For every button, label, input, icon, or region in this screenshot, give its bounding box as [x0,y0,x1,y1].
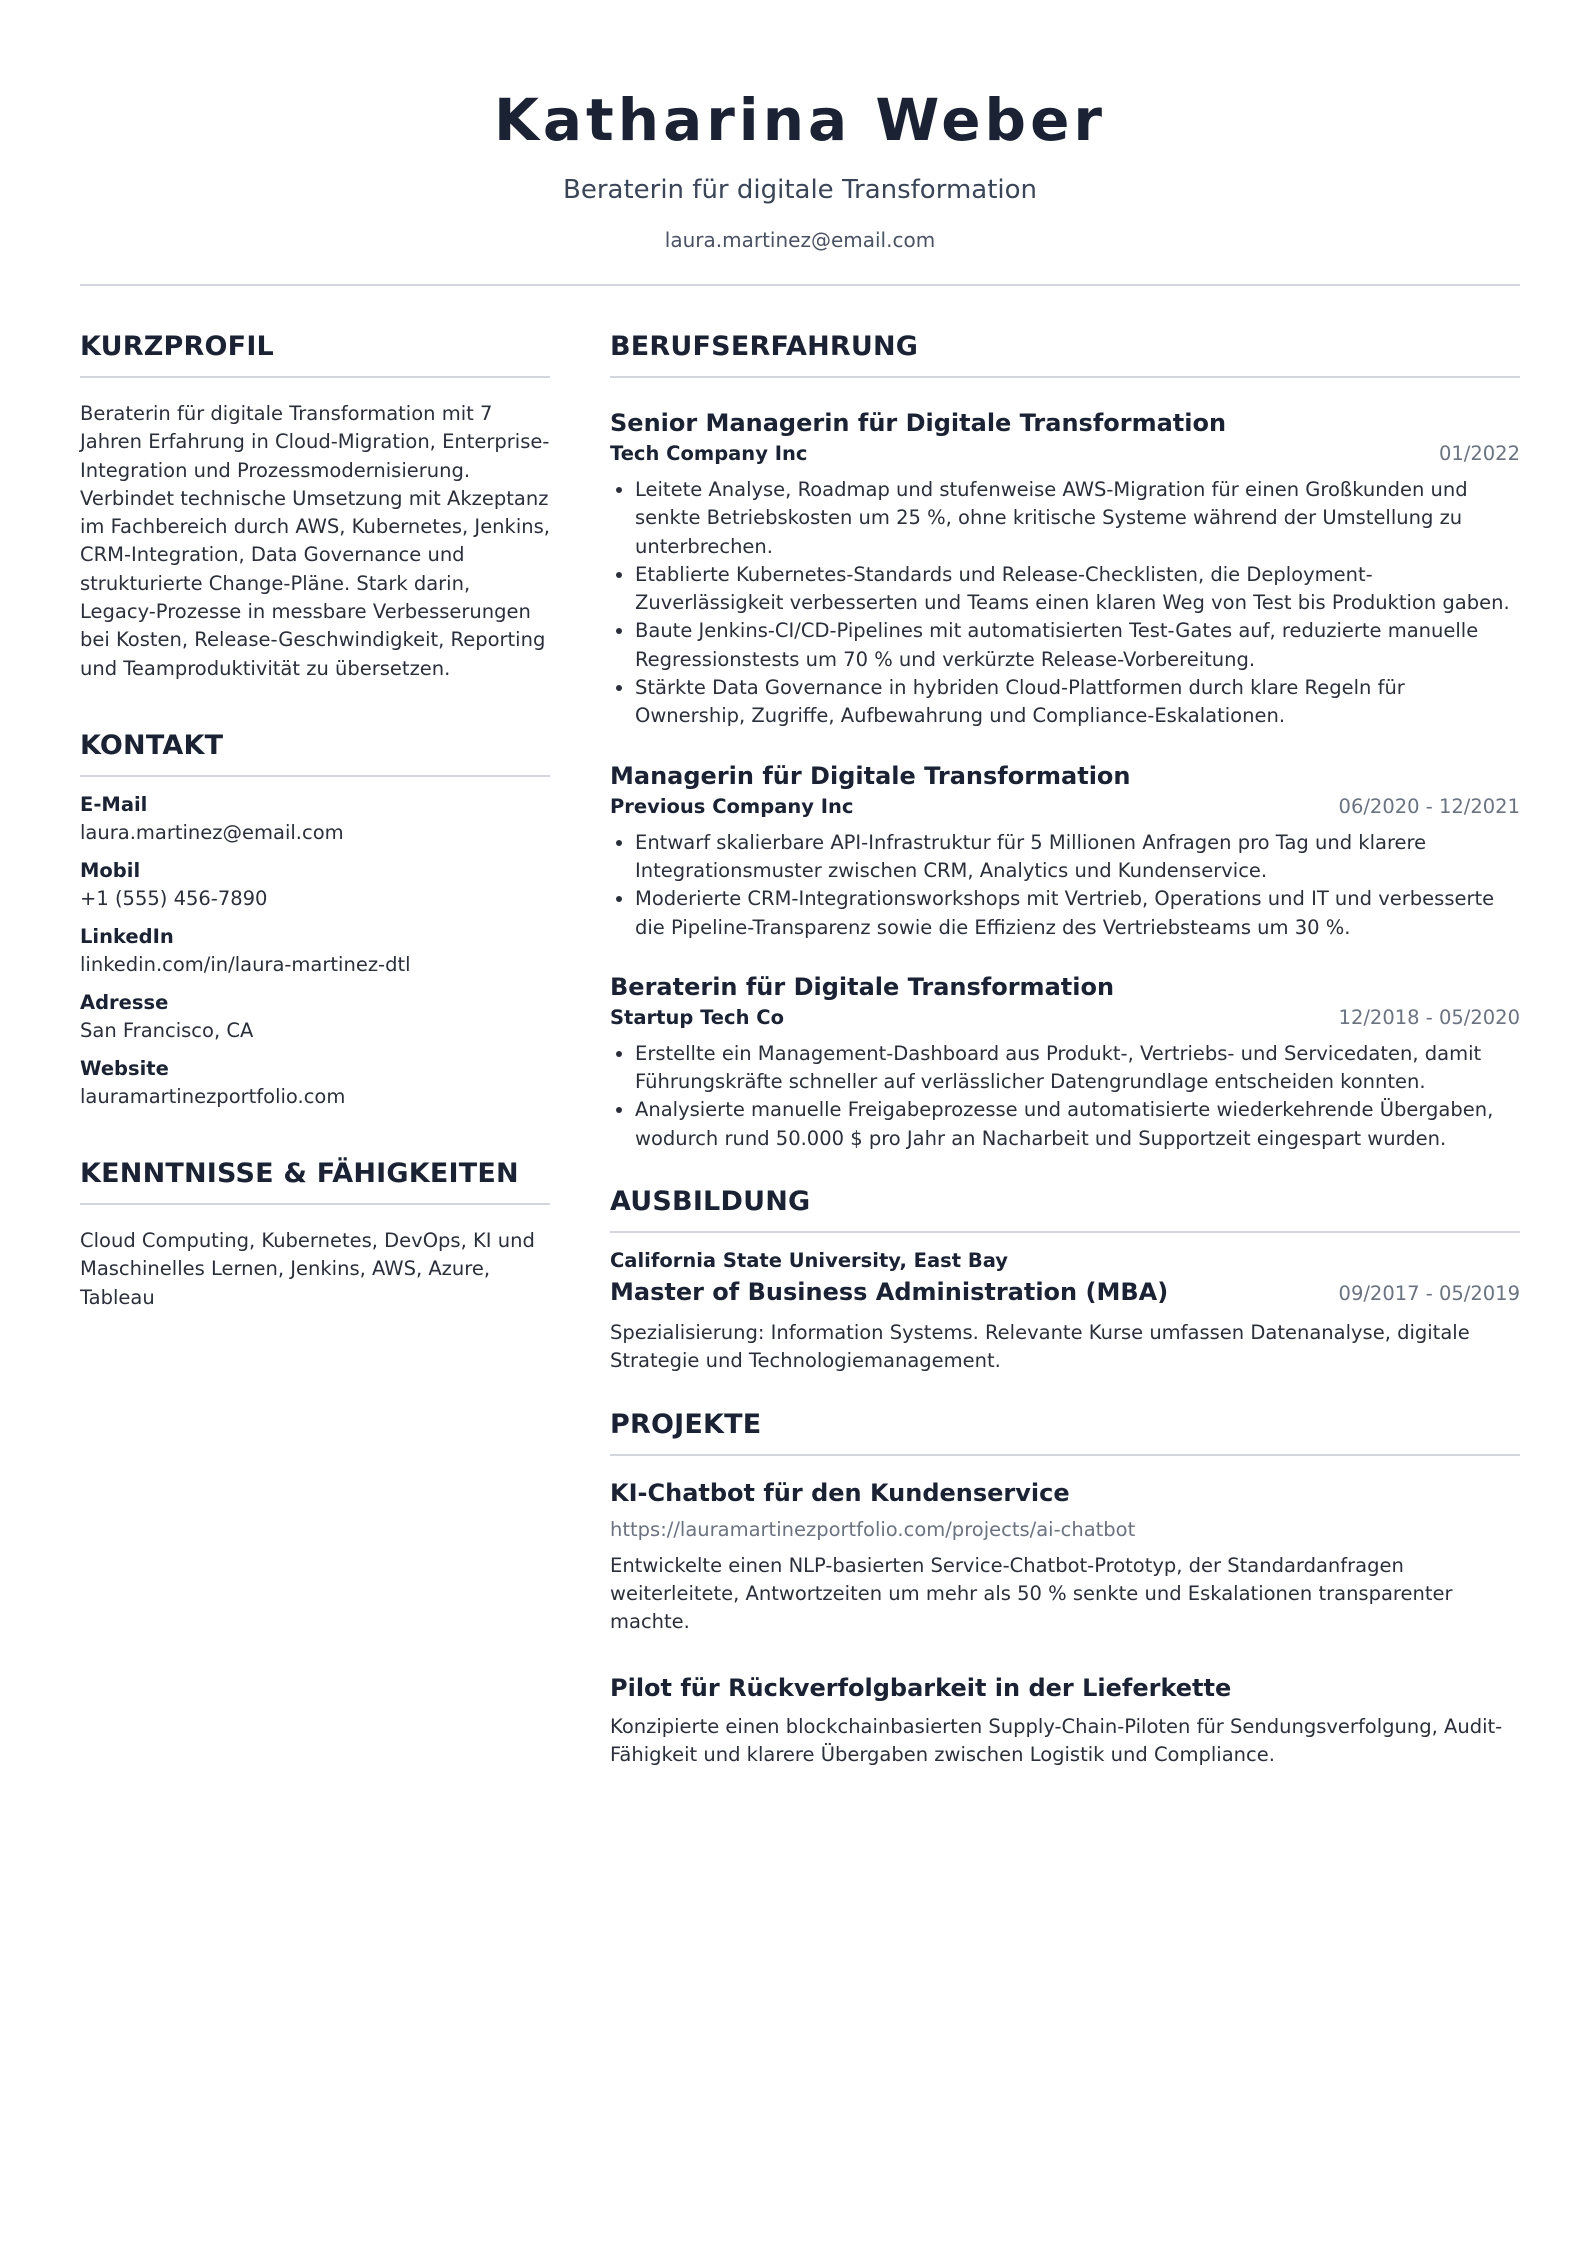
candidate-headline: Beraterin für digitale Transformation [562,175,1038,205]
projects-title: PROJEKTE [610,1408,762,1440]
summary-title: KURZPROFIL [80,331,274,362]
project-url-link[interactable]: https://lauramartinezportfolio.com/projects/ai-chatbot [610,1517,1136,1541]
contact-title: KONTAKT [80,729,224,761]
education-description: Spezialisierung: Information Systems. Relevante Kurse umfassen Datenanalyse, digitale Strategie und Technologiemanagement. [610,1321,1470,1373]
project-title: Pilot für Rückverfolgbarkeit in der Lieferkette [610,1673,1232,1702]
right-column [610,328,1520,1769]
section-divider [80,1203,550,1205]
job-bullet: • Moderierte CRM-Integrationsworkshops mit Vertrieb, Operations und IT und verbesserte die Pipeline-Transparenz sowie die Effizienz des Vertriebsteams um 30 %. [635,885,1520,942]
contact-label-mobile: Mobil [80,858,141,882]
education-section [610,1183,1520,1376]
contact-linkedin[interactable]: linkedin.com/in/laura-martinez-dtl [80,952,411,976]
job-date: 06/2020 - 12/2021 [1338,794,1520,818]
contact-address: San Francisco, CA [80,1018,254,1042]
project-entry [610,1476,1520,1637]
education-date: 09/2017 - 05/2019 [1338,1282,1520,1306]
job-title: Beraterin für Digitale Transformation [610,972,1115,1001]
resume-page [80,0,1520,1766]
summary-section [80,328,550,683]
contact-list [80,791,550,1111]
contact-website[interactable]: lauramartinezportfolio.com [80,1084,346,1108]
candidate-name: Katharina Weber [493,86,1107,154]
education-degree: Master of Business Administration (MBA) [610,1278,1169,1307]
job-bullets [610,829,1520,942]
job-bullet: • Leitete Analyse, Roadmap und stufenweise AWS-Migration für einen Großkunden und senkte Betriebskosten um 25 %, ohne kritische Systeme während der Umstellung zu unterbrechen. [635,476,1520,561]
contact-label-website: Website [80,1056,169,1080]
job-bullet: • Baute Jenkins-CI/CD-Pipelines mit automatisierten Test-Gates auf, reduzierte manuelle Regressionstests um 70 % und verkürzte Release-Vorbereitung. [635,617,1520,674]
job-title: Managerin für Digitale Transformation [610,761,1131,790]
job-bullets [610,1040,1520,1153]
contact-label-address: Adresse [80,990,169,1014]
education-title: AUSBILDUNG [610,1186,811,1218]
job-company: Startup Tech Co [610,1005,784,1029]
resume-header [80,0,1520,286]
skills-text: Cloud Computing, Kubernetes, DevOps, KI und Maschinelles Lernen, Jenkins, AWS, Azure, Tableau [80,1228,535,1309]
job-entry [610,970,1520,1153]
experience-section [610,328,1520,1153]
education-school: California State University, East Bay [610,1249,1008,1273]
project-title: KI-Chatbot für den Kundenservice [610,1478,1070,1507]
job-bullet: • Analysierte manuelle Freigabeprozesse und automatisierte wiederkehrende Übergaben, wodurch rund 50.000 $ pro Jahr an Nacharbeit und Supportzeit eingespart wurden. [635,1096,1520,1153]
left-column [80,328,550,1356]
job-bullet: • Entwarf skalierbare API-Infrastruktur für 5 Millionen Anfragen pro Tag und klarere Integrationsmuster zwischen CRM, Analytics und Kundenservice. [635,829,1520,886]
job-date: 12/2018 - 05/2020 [1338,1005,1520,1029]
project-entry [610,1671,1520,1770]
job-entry [610,759,1520,942]
contact-section [80,727,550,1111]
contact-label-email: E-Mail [80,792,148,816]
section-divider [80,376,550,378]
project-description: Entwickelte einen NLP-basierten Service-Chatbot-Prototyp, der Standardanfragen weiterleitete, Antwortzeiten um mehr als 50 % senkte und Eskalationen transparenter machte. [610,1553,1453,1634]
job-company: Previous Company Inc [610,794,854,818]
job-date: 01/2022 [1438,442,1520,465]
header-divider [80,284,1520,286]
section-divider [610,376,1520,378]
contact-label-linkedin: LinkedIn [80,924,174,948]
skills-section [80,1155,550,1312]
job-title: Senior Managerin für Digitale Transformation [610,409,1227,437]
job-bullet: • Etablierte Kubernetes-Standards und Release-Checklisten, die Deployment-Zuverlässigkeit verbesserten und Teams einen klaren Weg von Test bis Produktion gaben. [635,561,1520,618]
section-divider [610,1231,1520,1233]
skills-title: KENNTNISSE & FÄHIGKEITEN [80,1157,519,1189]
contact-email[interactable]: laura.martinez@email.com [80,820,344,844]
section-divider [80,775,550,777]
job-company: Tech Company Inc [610,442,808,465]
job-bullets [610,476,1520,731]
job-entry [610,406,1520,731]
header-email: laura.martinez@email.com [664,228,936,252]
summary-text: Beraterin für digitale Transformation mit 7 Jahren Erfahrung in Cloud-Migration, Enterprise-Integration und Prozessmodernisierung. Verbindet technische Umsetzung mit Akzeptanz im Fachbereich durch AWS, Kubernetes, Jenkins, CRM-Integration, Data Governance und strukturierte Change-Pläne. Stark darin, Legacy-Prozesse in messbare Verbesserungen bei Kosten, Release-Geschwindigkeit, Reporting und Teamproduktivität zu übersetzen. [80,402,550,680]
project-description: Konzipierte einen blockchainbasierten Supply-Chain-Piloten für Sendungsverfolgung, Audit-Fähigkeit und klarere Übergaben zwischen Logistik und Compliance. [610,1714,1503,1766]
projects-section [610,1406,1520,1769]
job-bullet: • Stärkte Data Governance in hybriden Cloud-Plattformen durch klare Regeln für Ownership, Zugriffe, Aufbewahrung und Compliance-Eskalationen. [635,674,1520,731]
experience-title: BERUFSERFAHRUNG [610,331,919,362]
section-divider [610,1454,1520,1456]
job-bullet: • Erstellte ein Management-Dashboard aus Produkt-, Vertriebs- und Servicedaten, damit Führungskräfte schneller auf verlässlicher Datengrundlage entscheiden konnten. [635,1040,1520,1097]
contact-mobile[interactable]: +1 (555) 456-7890 [80,886,268,910]
